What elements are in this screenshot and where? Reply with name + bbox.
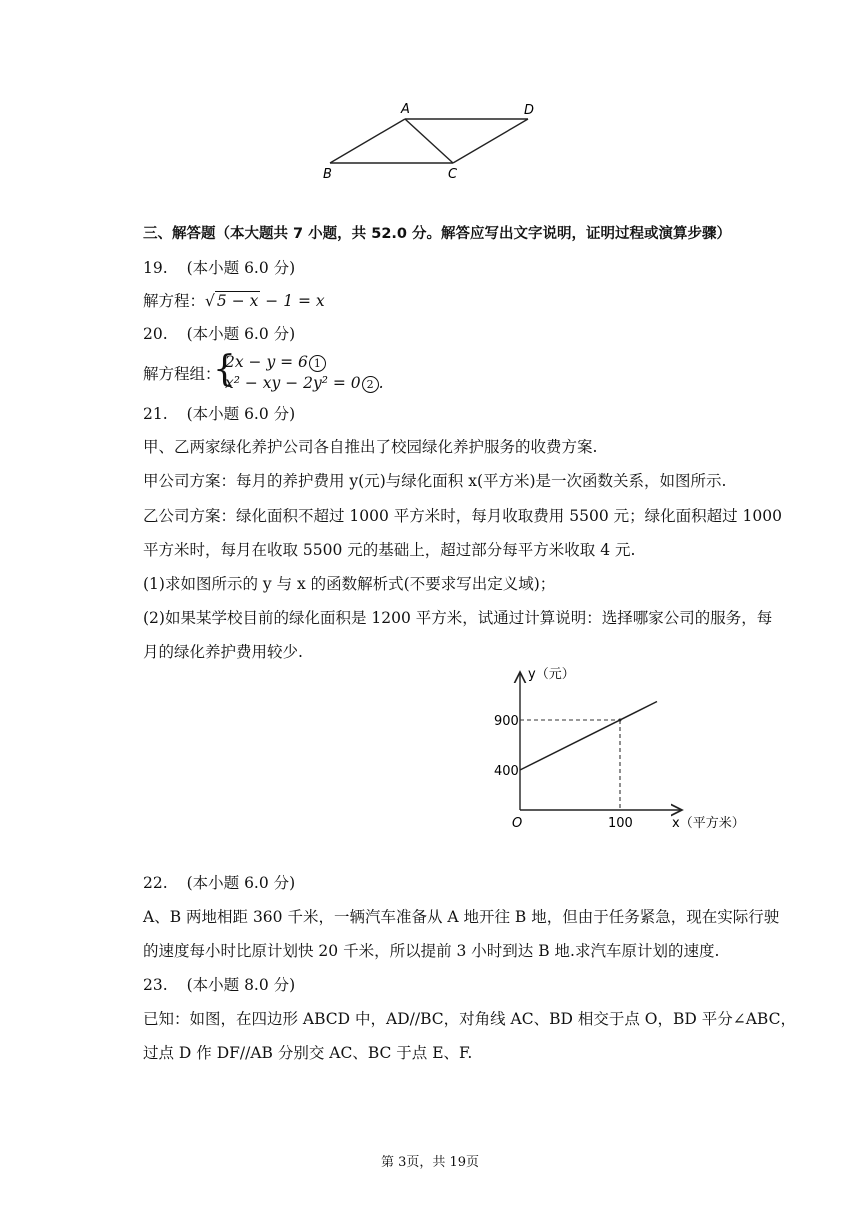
data-point-100-900 — [619, 719, 622, 722]
parallelogram-figure — [310, 96, 560, 186]
q21-line-7: 月的绿化养护费用较少. — [143, 643, 303, 661]
q23-line-1: 已知：如图，在四边形 ABCD 中，AD//BC，对角线 AC、BD 相交于点 O，BD 平分∠ABC， — [143, 1010, 796, 1028]
q23-header — [143, 974, 295, 996]
q23-number: 23. — [143, 976, 168, 994]
q19-prompt: 解方程： — [143, 292, 206, 310]
y-axis-label: y（元） — [528, 667, 575, 682]
series-line — [520, 702, 657, 771]
y-tick-label-900: 900 — [494, 714, 519, 729]
q19-radicand: 5 − x — [216, 292, 259, 310]
q22-line-2: 的速度每小时比原计划快 20 千米，所以提前 3 小时到达 B 地.求汽车原计划的速度. — [143, 942, 720, 960]
section-heading: 三、解答题（本大题共 7 小题，共 52.0 分。解答应写出文字说明，证明过程或演算步骤） — [143, 226, 732, 242]
q21-line-6: (2)如果某学校目前的绿化面积是 1200 平方米，试通过计算说明：选择哪家公司的服务，每 — [143, 609, 773, 627]
q20-eq2-mark: 2 — [362, 376, 379, 393]
label-d: D — [524, 103, 535, 118]
q20-eq1: 2x − y = 6 — [225, 353, 308, 371]
q22-header — [143, 872, 295, 894]
q20-number: 20. — [143, 325, 168, 343]
sqrt-sign: √ — [205, 292, 215, 310]
x-axis-label: x（平方米） — [672, 816, 745, 831]
cost-line-chart — [480, 660, 780, 840]
q21-line-4: 平方米时，每月在收取 5500 元的基础上，超过部分每平方米收取 4 元. — [143, 541, 636, 559]
q20-eq1-line — [225, 352, 326, 372]
q21-line-3: 乙公司方案：绿化面积不超过 1000 平方米时，每月收取费用 5500 元；绿化面积超过 1000 — [143, 507, 782, 525]
q23-score: (本小题 8.0 分) — [186, 976, 296, 994]
label-b: B — [323, 167, 332, 182]
q20-header — [143, 323, 295, 345]
q19-header — [143, 257, 295, 279]
q19-equation — [143, 290, 325, 312]
q21-line-5: (1)求如图所示的 y 与 x 的函数解析式(不要求写出定义域)； — [143, 575, 556, 593]
q20-prompt: 解方程组： — [143, 365, 221, 383]
q20-eq2-line — [225, 373, 384, 393]
diagonal-ac — [405, 119, 453, 163]
q20-eq1-mark: 1 — [309, 355, 326, 372]
segment-ab — [330, 119, 405, 163]
q19-score: (本小题 6.0 分) — [186, 259, 296, 277]
q21-line-1: 甲、乙两家绿化养护公司各自推出了校园绿化养护服务的收费方案. — [143, 438, 598, 456]
q19-rest: − 1 = x — [260, 292, 325, 310]
q21-number: 21. — [143, 405, 168, 423]
y-tick-label-400: 400 — [494, 764, 519, 779]
label-c: C — [448, 167, 458, 182]
q19-number: 19. — [143, 259, 168, 277]
q22-number: 22. — [143, 874, 168, 892]
system-brace: { — [213, 349, 236, 390]
page-footer: 第 3页，共 19页 — [380, 1155, 480, 1170]
q20-score: (本小题 6.0 分) — [186, 325, 296, 343]
segment-dc — [453, 119, 528, 163]
q23-line-2: 过点 D 作 DF//AB 分别交 AC、BC 于点 E、F. — [143, 1044, 473, 1062]
q21-header — [143, 403, 295, 425]
q22-line-1: A、B 两地相距 360 千米，一辆汽车准备从 A 地开往 B 地，但由于任务紧急，现在实际行驶 — [143, 908, 780, 926]
q20-eq2: x² − xy − 2y² = 0 — [225, 374, 361, 392]
q21-line-2: 甲公司方案：每月的养护费用 y(元)与绿化面积 x(平方米)是一次函数关系，如图所示. — [143, 472, 727, 490]
label-a: A — [401, 102, 410, 117]
x-tick-label-100: 100 — [608, 816, 633, 831]
q22-score: (本小题 6.0 分) — [186, 874, 296, 892]
origin-label: O — [512, 816, 523, 831]
q21-score: (本小题 6.0 分) — [186, 405, 296, 423]
q20-end: . — [378, 374, 384, 392]
